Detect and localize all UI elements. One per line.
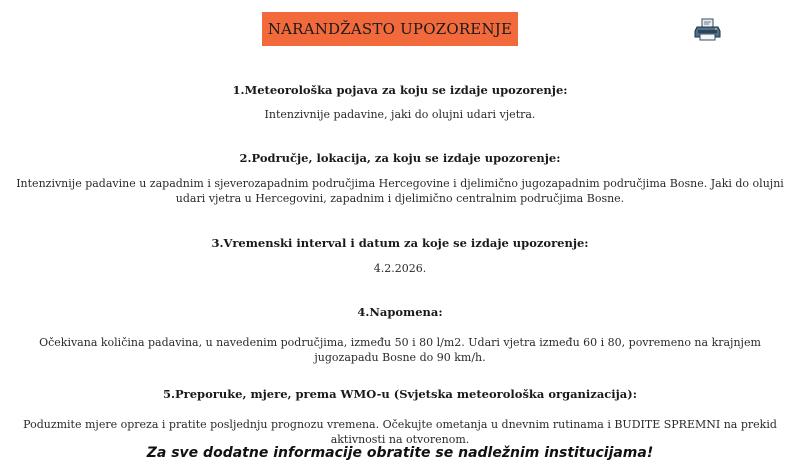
section-1-text: Intenzivnije padavine, jaki do olujni udari vjetra. [264,108,536,121]
section-2-text: Intenzivnije padavine u zapadnim i sjeverozapadnim područjima Hercegovine i djelimično jugozapadnim područjima Bosne. Jaki do olujni udari vjetra u Hercegovini, zapadnim i djelimično centralnim područjima Bosne. [16,177,784,205]
section-2-heading: 2.Područje, lokacija, za koju se izdaje upozorenje: [239,151,561,165]
section-5-text: Poduzmite mjere opreza i pratite posljednju prognozu vremena. Očekujte ometanja u dnevnim rutinama i BUDITE SPREMNI na prekid aktivnosti na otvorenom. [23,418,777,446]
section-3-text: 4.2.2026. [373,262,427,275]
section-3-heading: 3.Vremenski interval i datum za koje se izdaje upozorenje: [211,236,589,250]
section-4-text: Očekivana količina padavina, u navedenim područjima, između 50 i 80 l/m2. Udari vjetra između 60 i 80, povremeno na krajnjem jugozapadu Bosne do 90 km/h. [39,336,761,364]
printer-icon [694,18,722,42]
section-4-heading: 4.Napomena: [357,305,443,319]
print-button[interactable] [694,18,722,42]
warning-level-banner [262,12,518,46]
section-5-heading: 5.Preporuke, mjere, prema WMO-u (Svjetska meteorološka organizacija): [163,387,637,401]
contact-institutions-notice: Za sve dodatne informacije obratite se nadležnim institucijama! [146,445,654,461]
section-1-heading: 1.Meteorološka pojava za koju se izdaje upozorenje: [232,83,568,97]
banner-title: NARANDŽASTO UPOZORENJE [267,20,513,38]
